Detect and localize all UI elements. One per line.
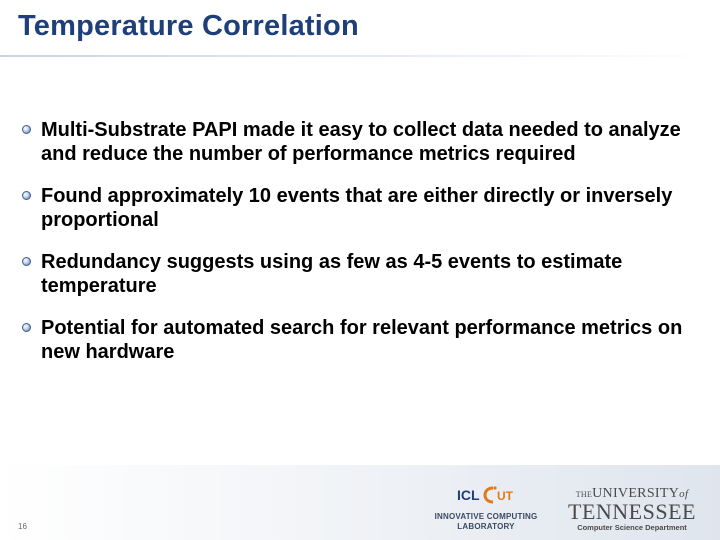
bullet-text: Found approximately 10 events that are either directly or inversely proportional <box>41 185 673 231</box>
bullet-marker-icon <box>22 125 31 134</box>
bullet-item <box>22 118 702 166</box>
svg-text:UT: UT <box>497 489 513 503</box>
icl-logo-line1: INNOVATIVE COMPUTING <box>434 512 538 521</box>
slide-title: Temperature Correlation <box>18 10 359 42</box>
ut-logo-university: UNIVERSITY <box>592 486 680 501</box>
bullet-text: Redundancy suggests using as few as 4-5 events to estimate temperature <box>41 251 623 297</box>
bullet-item <box>22 250 702 298</box>
bullet-marker-icon <box>22 191 31 200</box>
ut-logo-the: THE <box>575 490 593 499</box>
icl-logo-line2: LABORATORY <box>457 522 515 531</box>
bullet-text: Multi-Substrate PAPI made it easy to collect data needed to analyze and reduce the number of performance metrics required <box>41 119 681 165</box>
bullet-item <box>22 316 702 364</box>
slide-number: 16 <box>18 522 27 531</box>
ut-logo-of: of <box>679 488 689 500</box>
ut-logo-department: Computer Science Department <box>577 523 687 532</box>
ut-logo-name: TENNESSEE <box>568 499 696 524</box>
bullet-marker-icon <box>22 323 31 332</box>
bullet-list <box>22 118 702 382</box>
svg-text:ICL: ICL <box>457 487 480 503</box>
bullet-marker-icon <box>22 257 31 266</box>
title-divider <box>0 55 720 57</box>
icl-logo <box>425 484 547 534</box>
bullet-item <box>22 184 702 232</box>
icl-logo-mark-icon <box>455 484 519 504</box>
bullet-text: Potential for automated search for relevant performance metrics on new hardware <box>41 317 683 363</box>
university-of-tennessee-logo <box>562 487 702 533</box>
